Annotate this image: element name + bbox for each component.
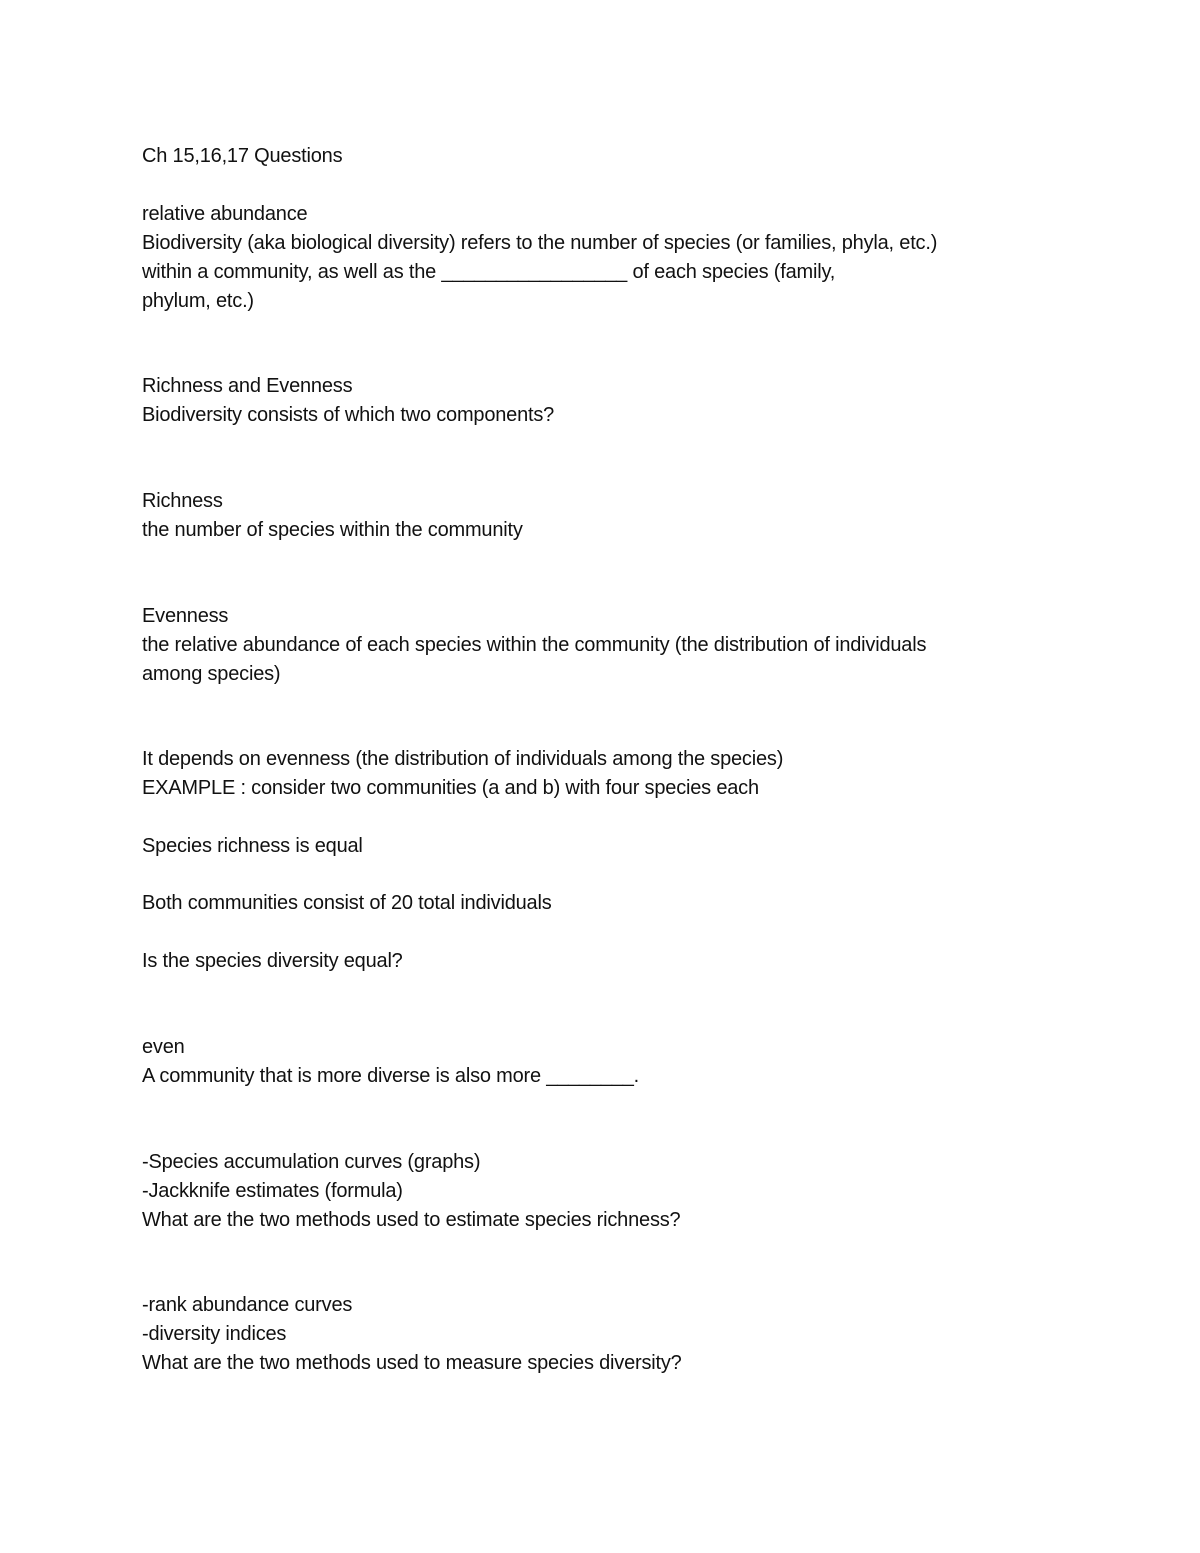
card-question-line: Both communities consist of 20 total individuals xyxy=(142,892,552,914)
card-question-line: Biodiversity consists of which two components? xyxy=(142,404,555,426)
card-answer: Richness and Evenness xyxy=(142,375,353,397)
card-question-line: the number of species within the community xyxy=(142,519,523,541)
card-question-line: among species) xyxy=(142,663,281,685)
card-answer: Richness xyxy=(142,490,223,512)
card-question-line: What are the two methods used to estimate species richness? xyxy=(142,1209,681,1231)
card-question-line: What are the two methods used to measure species diversity? xyxy=(142,1352,682,1374)
card-question-line: within a community, as well as the _________________ of each species (family, xyxy=(142,261,836,283)
card-question-line: phylum, etc.) xyxy=(142,290,254,312)
card-question-line: the relative abundance of each species within the community (the distribution of individuals xyxy=(142,634,927,656)
card-answer: even xyxy=(142,1036,185,1058)
card-answer-line: -rank abundance curves xyxy=(142,1294,353,1316)
card-question-line: Is the species diversity equal? xyxy=(142,950,403,972)
card-answer: Evenness xyxy=(142,605,229,627)
card-answer: relative abundance xyxy=(142,203,308,225)
card-answer-line: -diversity indices xyxy=(142,1323,287,1345)
card-question-line: A community that is more diverse is also more ________. xyxy=(142,1065,640,1087)
card-answer-line: -Species accumulation curves (graphs) xyxy=(142,1151,481,1173)
card-question-line: EXAMPLE : consider two communities (a and b) with four species each xyxy=(142,777,759,799)
card-answer-line: -Jackknife estimates (formula) xyxy=(142,1180,403,1202)
card-question-line: Species richness is equal xyxy=(142,835,363,857)
document-title: Ch 15,16,17 Questions xyxy=(142,145,343,167)
card-answer: It depends on evenness (the distribution of individuals among the species) xyxy=(142,748,784,770)
card-question-line: Biodiversity (aka biological diversity) refers to the number of species (or families, phyla, etc.) xyxy=(142,232,938,254)
